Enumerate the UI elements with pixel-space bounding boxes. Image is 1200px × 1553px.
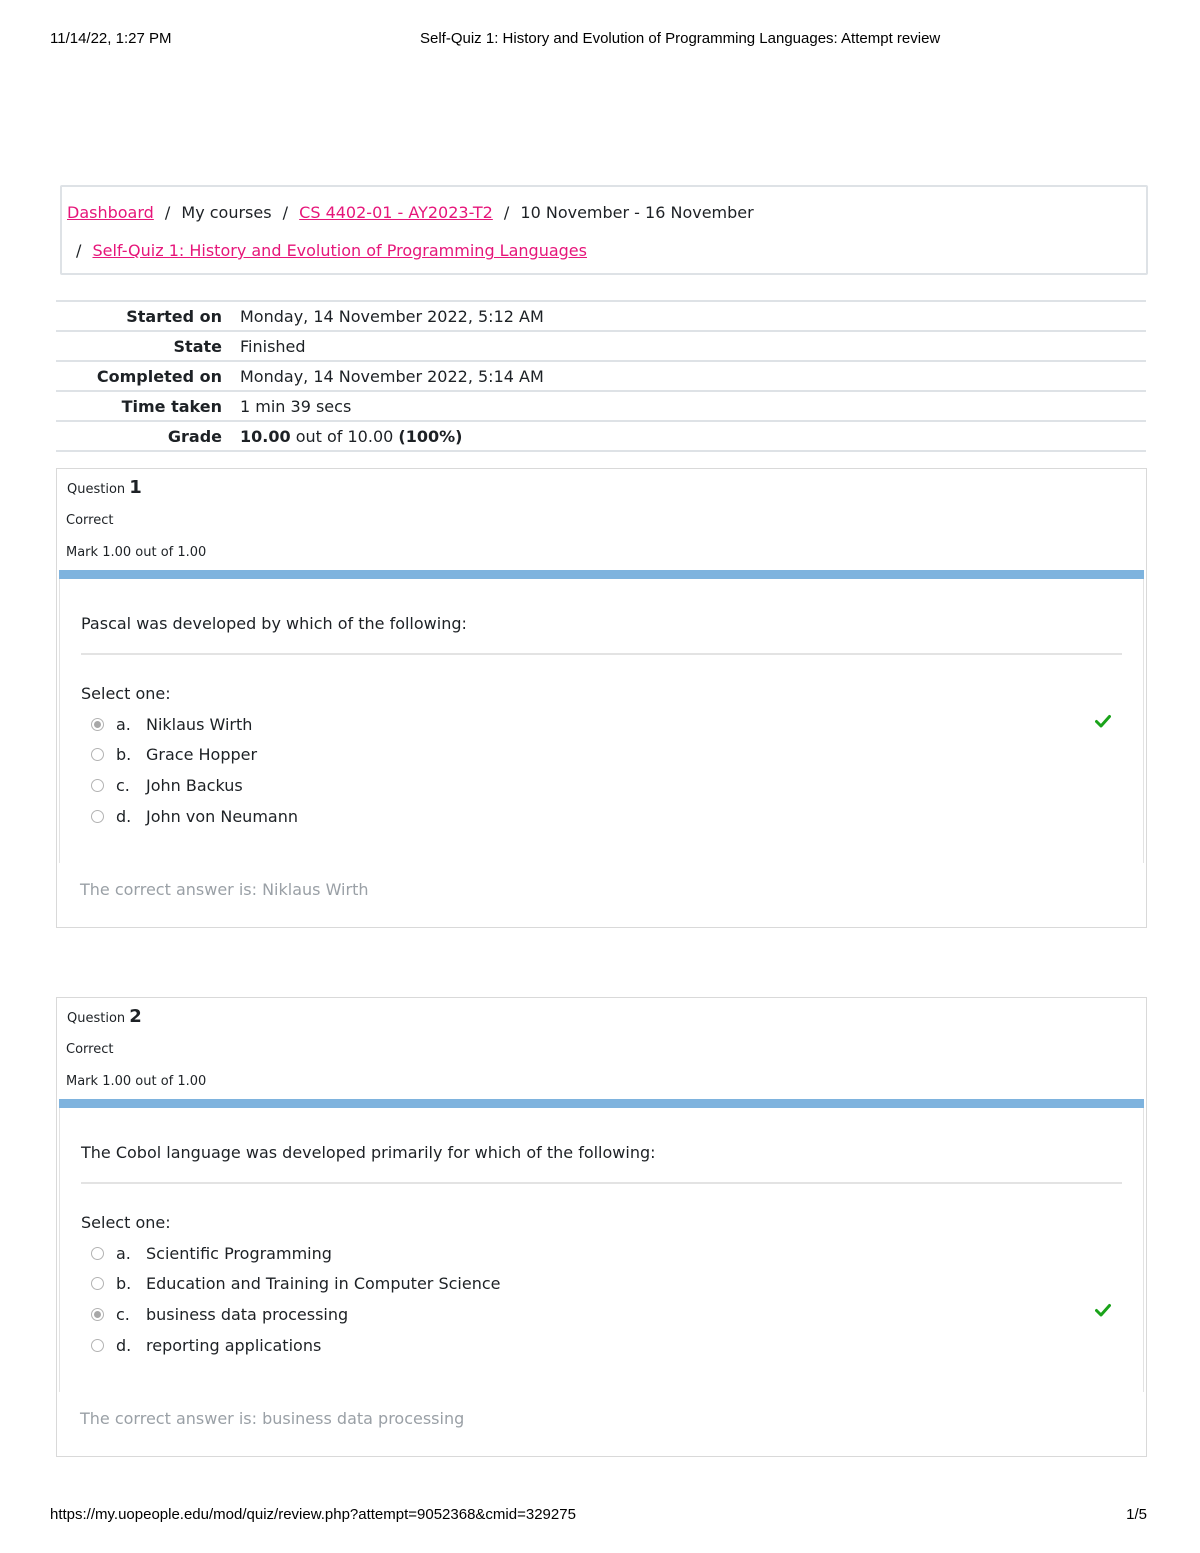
answer-option[interactable] bbox=[91, 775, 243, 795]
question-label: Question bbox=[67, 1011, 126, 1026]
answer-text: Education and Training in Computer Science bbox=[146, 1273, 501, 1293]
breadcrumb-separator: / bbox=[164, 203, 171, 222]
question-content bbox=[59, 579, 1144, 863]
answer-letter: c. bbox=[116, 1304, 130, 1324]
select-one-label: Select one: bbox=[81, 684, 171, 703]
correct-answer-text: The correct answer is: Niklaus Wirth bbox=[80, 880, 369, 899]
radio-button[interactable] bbox=[91, 1247, 104, 1260]
question-text: The Cobol language was developed primarily for which of the following: bbox=[81, 1143, 656, 1162]
question-divider bbox=[81, 653, 1122, 655]
breadcrumb-my-courses: My courses bbox=[181, 203, 272, 222]
question-header bbox=[67, 477, 142, 498]
radio-button[interactable] bbox=[91, 810, 104, 823]
select-one-label: Select one: bbox=[81, 1213, 171, 1232]
answer-option[interactable] bbox=[91, 1335, 321, 1355]
breadcrumb-separator: / bbox=[76, 241, 82, 260]
answer-letter: b. bbox=[116, 744, 132, 764]
breadcrumb-line-2 bbox=[76, 241, 587, 260]
completed-value: Monday, 14 November 2022, 5:14 AM bbox=[240, 366, 544, 386]
attempt-summary-table bbox=[56, 300, 1146, 452]
breadcrumb-separator: / bbox=[503, 203, 510, 222]
answer-text: Grace Hopper bbox=[146, 744, 258, 764]
breadcrumb-course-link[interactable]: CS 4402-01 - AY2023-T2 bbox=[299, 203, 493, 222]
question-divider bbox=[81, 1182, 1122, 1184]
grade-label: Grade bbox=[167, 426, 222, 446]
question-label: Question bbox=[67, 482, 126, 497]
question-2 bbox=[56, 997, 1147, 1457]
answer-text: business data processing bbox=[146, 1304, 349, 1324]
question-1 bbox=[56, 468, 1147, 928]
answer-option[interactable] bbox=[91, 806, 298, 826]
summary-row-time bbox=[56, 391, 1146, 421]
question-mark: Mark 1.00 out of 1.00 bbox=[66, 1074, 207, 1089]
grade-percent: (100%) bbox=[398, 426, 463, 446]
answer-letter: d. bbox=[116, 806, 132, 826]
print-date: 11/14/22, 1:27 PM bbox=[50, 30, 172, 47]
question-number: 2 bbox=[129, 1006, 142, 1027]
answer-letter: a. bbox=[116, 1243, 131, 1263]
answer-letter: b. bbox=[116, 1273, 132, 1293]
started-label: Started on bbox=[126, 306, 222, 326]
started-value: Monday, 14 November 2022, 5:12 AM bbox=[240, 306, 544, 326]
breadcrumb bbox=[60, 185, 1148, 275]
time-label: Time taken bbox=[121, 396, 222, 416]
answer-option[interactable] bbox=[91, 1304, 348, 1324]
radio-button[interactable] bbox=[91, 1277, 104, 1290]
breadcrumb-week: 10 November - 16 November bbox=[520, 203, 754, 222]
breadcrumb-separator: / bbox=[282, 203, 289, 222]
radio-button-selected[interactable] bbox=[91, 718, 104, 731]
answer-letter: a. bbox=[116, 714, 131, 734]
question-state: Correct bbox=[66, 1042, 114, 1057]
summary-row-state bbox=[56, 331, 1146, 361]
radio-button[interactable] bbox=[91, 748, 104, 761]
time-value: 1 min 39 secs bbox=[240, 396, 352, 416]
answer-text: reporting applications bbox=[146, 1335, 322, 1355]
summary-row-completed bbox=[56, 361, 1146, 391]
question-content bbox=[59, 1108, 1144, 1392]
summary-row-started bbox=[56, 301, 1146, 331]
answer-text: John Backus bbox=[146, 775, 243, 795]
answer-letter: d. bbox=[116, 1335, 132, 1355]
breadcrumb-quiz-link[interactable]: Self-Quiz 1: History and Evolution of Programming Languages bbox=[92, 241, 587, 260]
question-state: Correct bbox=[66, 513, 114, 528]
answer-option[interactable] bbox=[91, 1243, 332, 1263]
answer-option[interactable] bbox=[91, 744, 257, 764]
radio-button-selected[interactable] bbox=[91, 1308, 104, 1321]
check-icon bbox=[1095, 1302, 1111, 1318]
question-number: 1 bbox=[129, 477, 142, 498]
question-bar bbox=[59, 570, 1144, 579]
grade-score: 10.00 bbox=[240, 426, 291, 446]
radio-button[interactable] bbox=[91, 1339, 104, 1352]
state-value: Finished bbox=[240, 336, 306, 356]
question-mark: Mark 1.00 out of 1.00 bbox=[66, 545, 207, 560]
grade-out-of: out of 10.00 bbox=[295, 426, 394, 446]
print-title: Self-Quiz 1: History and Evolution of Programming Languages: Attempt review bbox=[420, 30, 941, 47]
check-icon bbox=[1095, 713, 1111, 729]
answer-text: Niklaus Wirth bbox=[146, 714, 253, 734]
answer-option[interactable] bbox=[91, 714, 252, 734]
state-label: State bbox=[173, 336, 222, 356]
answer-text: John von Neumann bbox=[146, 806, 298, 826]
breadcrumb-dashboard-link[interactable]: Dashboard bbox=[67, 203, 154, 222]
completed-label: Completed on bbox=[96, 366, 222, 386]
summary-row-grade bbox=[56, 421, 1146, 451]
answer-option[interactable] bbox=[91, 1273, 500, 1293]
answer-text: Scientific Programming bbox=[146, 1243, 332, 1263]
radio-button[interactable] bbox=[91, 779, 104, 792]
correct-answer-text: The correct answer is: business data processing bbox=[80, 1409, 465, 1428]
question-header bbox=[67, 1006, 142, 1027]
answer-letter: c. bbox=[116, 775, 130, 795]
grade-value bbox=[240, 421, 1146, 451]
print-page-number: 1/5 bbox=[1126, 1506, 1147, 1523]
question-bar bbox=[59, 1099, 1144, 1108]
breadcrumb-line-1 bbox=[67, 203, 754, 222]
question-text: Pascal was developed by which of the following: bbox=[81, 614, 467, 633]
print-url: https://my.uopeople.edu/mod/quiz/review.php?attempt=9052368&cmid=329275 bbox=[50, 1506, 576, 1523]
